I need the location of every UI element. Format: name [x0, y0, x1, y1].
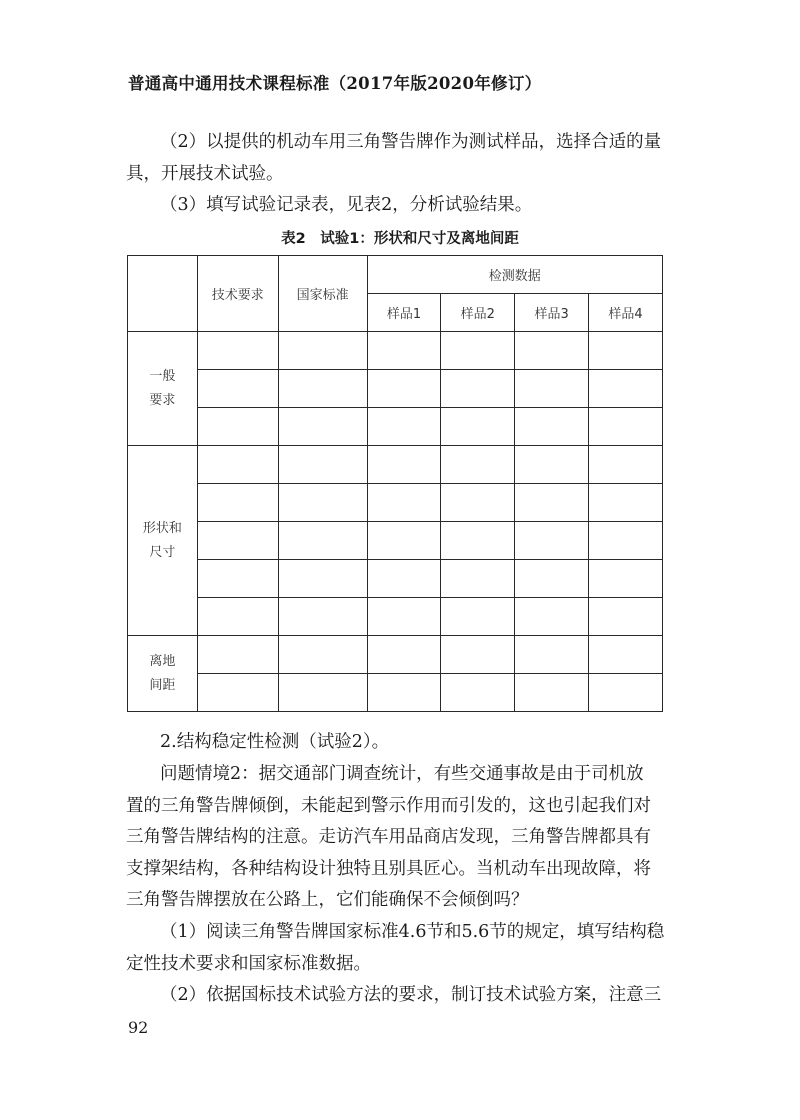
header-tech-requirement: 技术要求 — [197, 256, 278, 332]
header-sample-3: 样品3 — [515, 294, 589, 332]
table-cell — [515, 560, 589, 598]
table-cell — [278, 408, 367, 446]
table-cell — [515, 408, 589, 446]
table-cell — [515, 636, 589, 674]
table-cell — [589, 332, 663, 370]
table-row — [128, 446, 663, 484]
table-cell — [589, 560, 663, 598]
table-cell — [441, 598, 515, 636]
step-2-line-1: （2）依据国标技术试验方法的要求，制订技术试验方案，注意三 — [160, 985, 662, 1005]
table-cell — [589, 522, 663, 560]
table-cell — [367, 370, 441, 408]
table-cell — [367, 332, 441, 370]
table-cell — [278, 674, 367, 712]
table-cell — [441, 522, 515, 560]
category-ground-clearance — [128, 636, 198, 712]
table-cell — [197, 598, 278, 636]
table-cell — [367, 408, 441, 446]
category-shape-line-2: 尺寸 — [149, 544, 176, 560]
table-cell — [197, 484, 278, 522]
table-cell — [441, 560, 515, 598]
table-cell — [515, 370, 589, 408]
scenario-line-2: 置的三角警告牌倾倒，未能起到警示作用而引发的，这也引起我们对 — [126, 796, 651, 816]
category-shape-and-size — [128, 446, 198, 636]
table-row — [128, 370, 663, 408]
running-header: 普通高中通用技术课程标准（2017年版2020年修订） — [128, 74, 542, 93]
table-cell — [197, 446, 278, 484]
table-cell — [589, 674, 663, 712]
table-row — [128, 674, 663, 712]
table-cell — [441, 636, 515, 674]
header-sample-2: 样品2 — [441, 294, 515, 332]
table-cell — [515, 674, 589, 712]
category-shape-line-1: 形状和 — [142, 520, 182, 536]
table-cell — [441, 408, 515, 446]
table-row — [128, 636, 663, 674]
table-cell — [197, 370, 278, 408]
table-cell — [278, 370, 367, 408]
header-sample-4: 样品4 — [589, 294, 663, 332]
table-cell — [367, 674, 441, 712]
test-record-table — [127, 255, 663, 712]
table-cell — [197, 636, 278, 674]
table-row — [128, 408, 663, 446]
category-ground-line-2: 间距 — [149, 677, 176, 693]
table-cell — [278, 636, 367, 674]
table-cell — [197, 560, 278, 598]
step-1-line-2: 定性技术要求和国家标准数据。 — [126, 954, 371, 974]
table-row — [128, 332, 663, 370]
table-cell — [515, 598, 589, 636]
table-cell — [278, 484, 367, 522]
table-cell — [367, 636, 441, 674]
table-cell — [589, 598, 663, 636]
table-cell — [367, 598, 441, 636]
table-caption: 表2 试验1：形状和尺寸及离地间距 — [281, 231, 519, 247]
table-cell — [515, 332, 589, 370]
table-cell — [197, 674, 278, 712]
scenario-line-1: 问题情境2：据交通部门调查统计，有些交通事故是由于司机放 — [160, 764, 644, 784]
page-number: 92 — [128, 1018, 149, 1037]
scenario-line-3: 三角警告牌结构的注意。走访汽车用品商店发现，三角警告牌都具有 — [126, 827, 651, 847]
table-cell — [589, 636, 663, 674]
table-cell — [441, 332, 515, 370]
table-cell — [197, 408, 278, 446]
table-cell — [367, 522, 441, 560]
table-cell — [278, 446, 367, 484]
table-cell — [441, 446, 515, 484]
table-row — [128, 522, 663, 560]
table-cell — [441, 484, 515, 522]
scenario-line-5: 三角警告牌摆放在公路上，它们能确保不会倾倒吗？ — [126, 890, 529, 910]
table-cell — [441, 370, 515, 408]
section-2-heading: 2.结构稳定性检测（试验2）。 — [160, 732, 390, 752]
header-detection-data: 检测数据 — [367, 256, 662, 294]
table-cell — [197, 332, 278, 370]
scenario-line-4: 支撑架结构，各种结构设计独特且别具匠心。当机动车出现故障，将 — [126, 859, 651, 879]
table-row — [128, 560, 663, 598]
category-ground-line-1: 离地 — [149, 653, 176, 669]
category-general-line-1: 一般 — [149, 368, 176, 384]
table-row — [128, 598, 663, 636]
intro-paragraph-2: （3）填写试验记录表，见表2，分析试验结果。 — [160, 195, 533, 215]
table-cell — [367, 446, 441, 484]
category-general-line-2: 要求 — [149, 392, 176, 408]
category-general-requirements — [128, 332, 198, 446]
header-national-standard: 国家标准 — [278, 256, 367, 332]
table-cell — [515, 522, 589, 560]
table-cell — [278, 598, 367, 636]
intro-paragraph-1-line-1: （2）以提供的机动车用三角警告牌作为测试样品，选择合适的量 — [160, 132, 662, 152]
table-cell — [589, 446, 663, 484]
table-cell — [589, 408, 663, 446]
intro-paragraph-1-line-2: 具，开展技术试验。 — [126, 164, 284, 184]
table-cell — [441, 674, 515, 712]
table-cell — [367, 484, 441, 522]
table-cell — [515, 484, 589, 522]
table-cell — [589, 370, 663, 408]
header-sample-1: 样品1 — [367, 294, 441, 332]
table-row — [128, 484, 663, 522]
table-cell — [278, 560, 367, 598]
table-cell — [367, 560, 441, 598]
corner-cell — [128, 256, 198, 332]
table-header-row — [128, 256, 663, 294]
table-cell — [278, 522, 367, 560]
step-1-line-1: （1）阅读三角警告牌国家标准4.6节和5.6节的规定，填写结构稳 — [160, 922, 665, 942]
table-cell — [197, 522, 278, 560]
table-cell — [589, 484, 663, 522]
table-cell — [278, 332, 367, 370]
table-cell — [515, 446, 589, 484]
